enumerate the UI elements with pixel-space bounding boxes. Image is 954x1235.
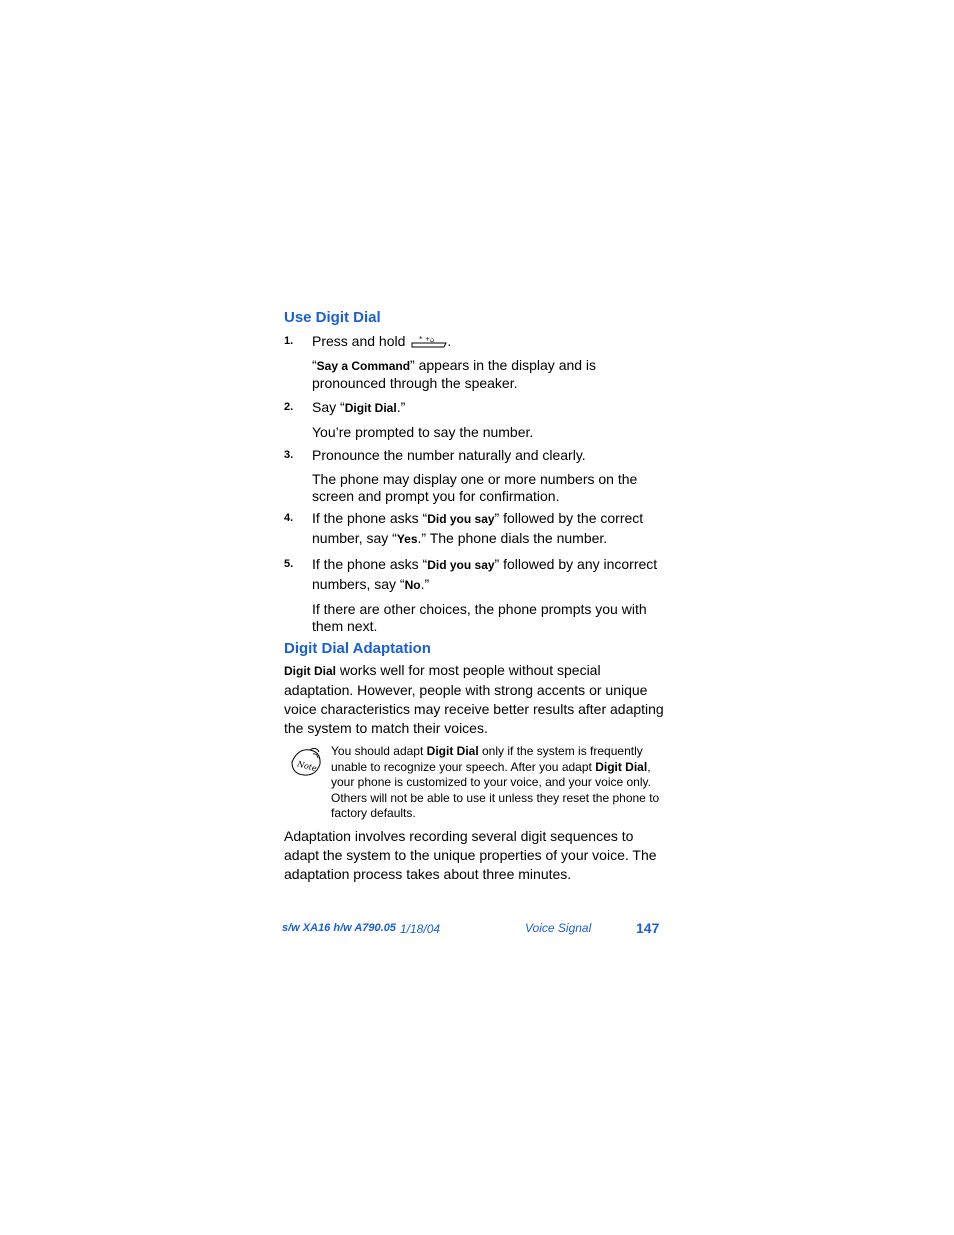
step-3: 3. Pronounce the number naturally and clearly. — [284, 447, 586, 463]
step-5: 5. If the phone asks “Did you say” followed by any incorrect numbers, say “No.” — [284, 556, 658, 592]
note-block: Note You should adapt Digit Dial only if the system is frequently unable to recognize your speech. After you adapt Digit Dial, your phone is customized to your voice, and your voice only. Others will not be able to use it unless they reset the phone to factory defaults. — [284, 744, 664, 822]
footer-date: 1/18/04 — [400, 922, 441, 936]
step-3-result: The phone may display one or more numbers on the screen and prompt you for confirmation. — [312, 471, 638, 504]
adaptation-intro: Digit Dial works well for most people without special adaptation. However, people with strong accents or unique voice characteristics may receive better results after adapting the system to match their voices. — [284, 662, 664, 736]
step-2: 2. Say “Digit Dial.” — [284, 399, 406, 415]
footer-section: Voice Signal — [525, 921, 592, 935]
section-heading-use-digit-dial: Use Digit Dial — [284, 309, 381, 326]
note-icon — [288, 744, 324, 778]
step-number: 3. — [284, 449, 294, 461]
step-4: 4. If the phone asks “Did you say” followed by the correct number, say “Yes.” The phone dials the number. — [284, 510, 644, 546]
step-number: 4. — [284, 512, 294, 524]
svg-text:+: + — [425, 336, 431, 343]
command-text: Say a Command — [316, 359, 411, 373]
step-2-result: You’re prompted to say the number. — [312, 424, 534, 440]
step-number: 1. — [284, 335, 294, 347]
page-number: 147 — [636, 920, 660, 936]
step-5-result: If there are other choices, the phone prompts you with them next. — [312, 601, 647, 634]
svg-text:ڻ: ڻ — [430, 336, 435, 343]
section-heading-digit-dial-adaptation: Digit Dial Adaptation — [284, 640, 431, 657]
svg-text:Note: Note — [296, 759, 318, 774]
adaptation-description: Adaptation involves recording several digit sequences to adapt the system to the unique properties of your voice. The adaptation process takes about three minutes. — [284, 827, 657, 882]
footer-version: s/w XA16 h/w A790.05 — [282, 922, 396, 934]
step-number: 5. — [284, 558, 294, 570]
step-1: 1. Press and hold * + ڻ . — [284, 333, 452, 349]
svg-text:*: * — [419, 335, 423, 343]
star-key-icon — [411, 335, 447, 349]
page-content — [284, 308, 664, 884]
step-number: 2. — [284, 401, 294, 413]
step-1-result: “Say a Command” appears in the display and is pronounced through the speaker. — [312, 357, 597, 391]
command-text: Digit Dial — [344, 401, 397, 415]
page-footer — [282, 920, 662, 938]
